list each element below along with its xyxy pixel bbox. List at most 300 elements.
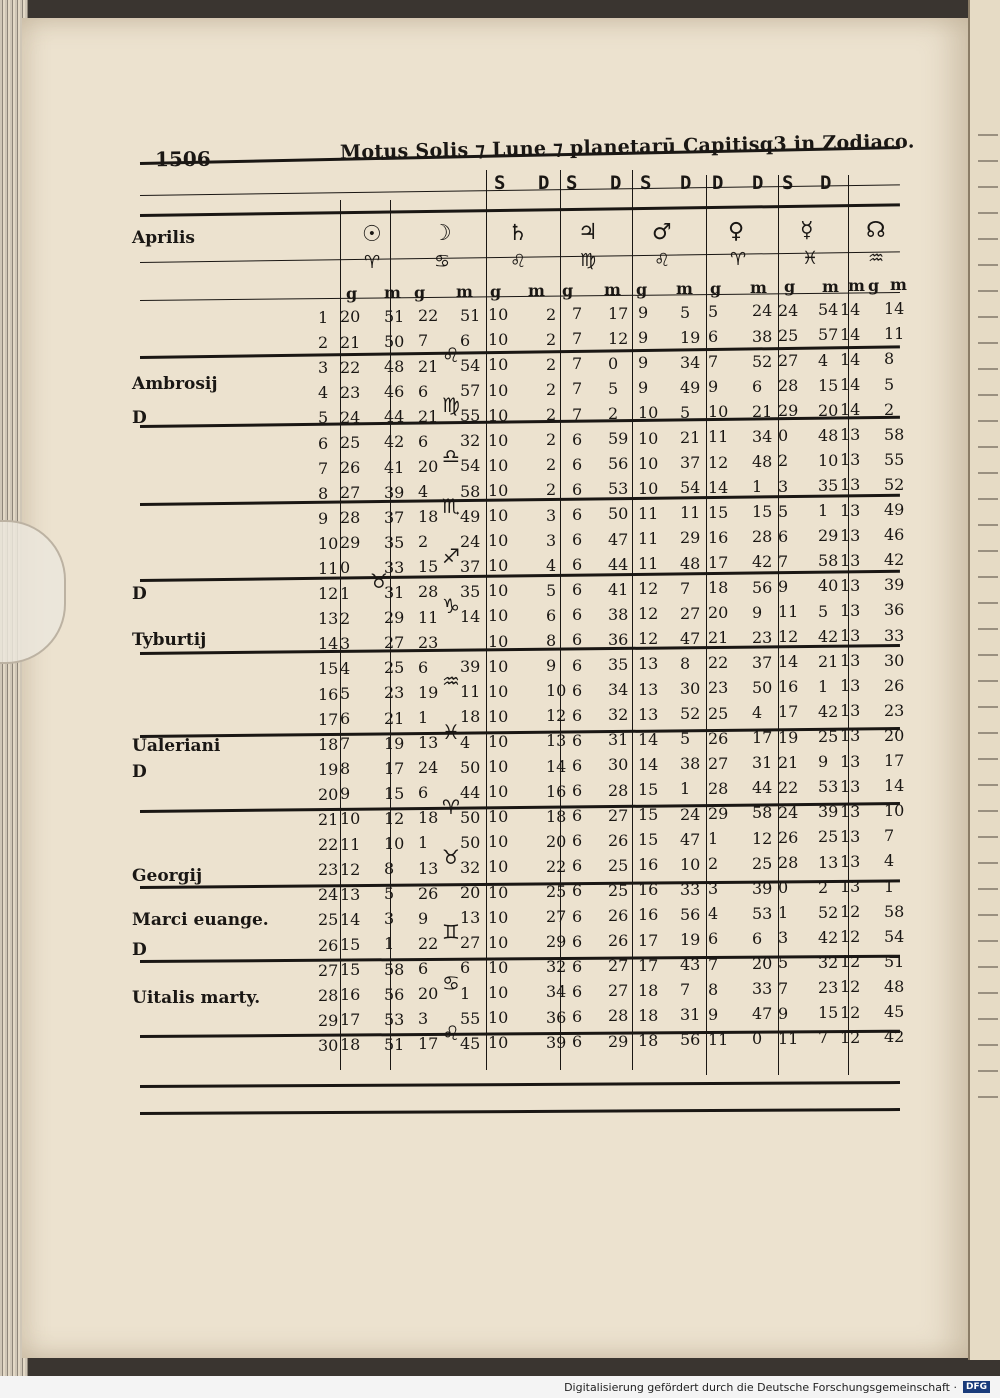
cell: 13 (840, 701, 861, 721)
sd-label: S (494, 172, 506, 194)
unit-label: g (784, 277, 796, 297)
cell: 10 (488, 455, 509, 475)
cell: 28 (318, 985, 339, 1005)
cell: 10 (488, 731, 509, 751)
cell: 12 (840, 927, 861, 947)
cell: 13 (638, 704, 659, 724)
cell: 35 (384, 532, 405, 552)
cell: 11 (340, 834, 361, 854)
cell: 10 (340, 809, 361, 829)
cell: 12 (840, 1027, 861, 1047)
unit-label: m (528, 281, 545, 301)
cell: 25 (752, 853, 773, 873)
cell: 10 (488, 932, 509, 952)
cell: 18 (638, 1030, 659, 1050)
cell: 28 (608, 1006, 629, 1026)
cell: 18 (340, 1035, 361, 1055)
cell: 7 (418, 331, 429, 351)
cell: 50 (460, 807, 481, 827)
cell: 25 (708, 703, 729, 723)
cell: 25 (778, 325, 799, 345)
cell: 6 (418, 657, 429, 677)
cell: 10 (488, 857, 509, 877)
cell: 27 (608, 805, 629, 825)
cell: 50 (608, 504, 629, 524)
cell: 58 (884, 901, 905, 921)
cell: 41 (608, 579, 629, 599)
cell: 10 (488, 1008, 509, 1028)
cell: 22 (340, 357, 361, 377)
cell: 2 (418, 532, 429, 552)
zodiac-sign-icon: ♓ (442, 719, 460, 744)
cell: 13 (840, 450, 861, 470)
cell: 44 (460, 782, 481, 802)
zodiac-sign-icon: ♌ (442, 1020, 460, 1045)
cell: 52 (680, 704, 701, 724)
cell: 14 (460, 607, 481, 626)
unit-label: m (890, 275, 907, 295)
cell: 53 (752, 903, 773, 923)
cell: 10 (638, 428, 659, 448)
zodiac-sign-icon: ♏ (442, 493, 460, 518)
cell: 51 (384, 306, 405, 326)
cell: 22 (546, 856, 567, 876)
cell: 4 (818, 350, 829, 370)
node-icon: ☊ (866, 217, 886, 243)
cell: 5 (708, 301, 719, 321)
cell: 9 (752, 602, 763, 622)
cell: 10 (488, 531, 509, 551)
cell: 31 (752, 753, 773, 773)
cell: 51 (884, 951, 905, 971)
cell: 6 (546, 605, 557, 625)
cell: 54 (818, 300, 839, 320)
cell: 8 (884, 349, 895, 369)
unit-label: g (636, 279, 648, 299)
cell: 56 (384, 984, 405, 1004)
venus-icon: ♀ (728, 219, 745, 244)
cell: 32 (460, 858, 481, 877)
column-rule (632, 170, 633, 1070)
cell: 17 (638, 955, 659, 975)
cell: 11 (680, 503, 701, 523)
cell: 33 (680, 879, 701, 899)
cell: 28 (418, 582, 439, 602)
cell: 4 (884, 851, 895, 871)
cell: 3 (318, 358, 329, 378)
cell: 36 (884, 600, 905, 620)
cell: 33 (884, 625, 905, 645)
cell: 29 (608, 1031, 629, 1051)
sd-label: D (680, 172, 692, 194)
cell: 13 (840, 751, 861, 771)
cell: 22 (418, 933, 439, 953)
cell: 29 (318, 1010, 339, 1030)
cell: 35 (460, 581, 481, 601)
cell: 16 (778, 677, 799, 697)
saint-label: Marci euange. (132, 910, 269, 930)
saint-label: Georgij (132, 866, 203, 886)
cell: 42 (818, 701, 839, 721)
cell: 15 (384, 783, 405, 803)
cell: 23 (752, 627, 773, 647)
cell: 26 (418, 883, 439, 903)
sd-label: D (820, 172, 832, 194)
mercury-icon: ☿ (800, 218, 814, 244)
cell: 27 (680, 603, 701, 623)
cell: 42 (884, 1027, 905, 1047)
cell: 58 (818, 551, 839, 571)
cell: 27 (384, 633, 405, 653)
cell: 9 (818, 752, 829, 772)
cell: 27 (608, 981, 629, 1001)
cell: 13 (546, 731, 567, 751)
cell: 51 (384, 1034, 405, 1054)
cell: 27 (546, 907, 567, 927)
unit-label: m (384, 283, 401, 303)
cell: 32 (818, 952, 839, 972)
cell: 32 (608, 705, 629, 725)
cell: 14 (840, 400, 861, 420)
cell: 47 (752, 1004, 773, 1024)
cell: 13 (840, 801, 861, 821)
unit-label: g (710, 278, 722, 298)
cell: 14 (546, 756, 567, 776)
cell: 15 (818, 1003, 839, 1023)
cell: 29 (680, 528, 701, 548)
cell: 21 (752, 401, 773, 421)
cell: 29 (384, 608, 405, 628)
cell: 59 (608, 429, 629, 449)
cell: 9 (778, 1003, 789, 1023)
cell: 7 (680, 980, 691, 1000)
cell: 5 (340, 683, 351, 703)
cell: 36 (608, 629, 629, 649)
cell: 13 (840, 525, 861, 545)
cell: 54 (460, 456, 481, 476)
cell: 45 (884, 1002, 905, 1021)
zodiac-sign-icon: ♎ (442, 443, 460, 468)
cell: 6 (572, 730, 583, 750)
cell: 49 (884, 500, 905, 519)
cell: 30 (680, 679, 701, 698)
cell: 7 (572, 379, 583, 399)
cell: 1 (818, 676, 829, 696)
cell: 0 (752, 1029, 763, 1049)
cell: 13 (840, 726, 861, 746)
cell: 13 (840, 600, 861, 620)
cell: 20 (418, 984, 439, 1004)
cell: 10 (884, 801, 905, 821)
cell: 2 (708, 854, 719, 874)
cell: 38 (680, 754, 701, 774)
cell: 6 (572, 906, 583, 926)
cell: 3 (546, 505, 557, 525)
cell: 2 (546, 354, 557, 374)
cell: 24 (340, 407, 361, 427)
cell: 38 (608, 604, 629, 624)
cell: 13 (840, 877, 861, 897)
cell: 12 (318, 584, 339, 604)
cell: 0 (778, 426, 789, 446)
cell: 13 (840, 851, 861, 871)
cell: 1 (318, 308, 329, 327)
sd-label: S (782, 172, 794, 194)
cell: 10 (488, 556, 509, 576)
cell: 19 (318, 759, 339, 779)
cell: 11 (318, 559, 339, 578)
cell: 48 (752, 452, 773, 471)
cell: 16 (638, 880, 659, 900)
cell: 11 (638, 554, 659, 574)
cell: 56 (752, 577, 773, 597)
cell: 24 (318, 885, 339, 905)
cell: 14 (884, 776, 905, 796)
cell: 10 (488, 982, 509, 1002)
cell: 58 (884, 424, 905, 444)
zodiac-sign-icon: ♋ (442, 970, 460, 995)
cell: 20 (546, 831, 567, 851)
cell: 43 (680, 955, 701, 975)
cell: 9 (418, 908, 429, 928)
cell: 6 (572, 931, 583, 951)
cell: 26 (608, 931, 629, 951)
cell: 26 (608, 906, 629, 925)
cell: 5 (818, 601, 829, 621)
cell: 12 (608, 328, 629, 348)
cell: 1 (418, 833, 429, 853)
cell: 20 (460, 883, 481, 903)
cell: 10 (818, 450, 839, 470)
cell: 8 (680, 653, 691, 673)
cell: 14 (778, 652, 799, 672)
cell: 58 (460, 481, 481, 501)
cell: 2 (318, 333, 329, 353)
cell: 12 (840, 977, 861, 997)
cell: 7 (680, 578, 691, 598)
cell: 39 (546, 1032, 567, 1052)
cell: 17 (608, 303, 629, 323)
cell: 6 (418, 783, 429, 803)
cell: 2 (546, 430, 557, 450)
cell: 12 (840, 902, 861, 922)
cell: 29 (818, 526, 839, 546)
cell: 40 (818, 576, 839, 596)
cell: 13 (418, 733, 439, 753)
cell: 23 (318, 860, 339, 880)
cell: 18 (638, 1005, 659, 1025)
cell: 16 (638, 905, 659, 925)
cell: 41 (384, 457, 405, 477)
cell: 23 (818, 978, 839, 997)
sd-label: D (610, 172, 622, 194)
cell: 6 (460, 330, 471, 350)
cell: 37 (460, 556, 481, 576)
cell: 52 (884, 474, 905, 494)
cell: 10 (488, 631, 509, 651)
cell: 12 (638, 579, 659, 599)
cell: 18 (460, 707, 481, 727)
cell: 10 (488, 1033, 509, 1053)
cell: 20 (752, 954, 773, 973)
cell: 13 (840, 776, 861, 796)
saint-label: D (132, 762, 147, 782)
cell: 11 (884, 324, 905, 344)
cell: 6 (572, 806, 583, 826)
cell: 39 (752, 878, 773, 898)
cell: 14 (708, 477, 729, 497)
cell: 53 (384, 1009, 405, 1029)
cell: 10 (488, 405, 509, 425)
cell: 15 (318, 659, 339, 679)
cell: 27 (318, 960, 339, 980)
cell: 15 (340, 934, 361, 954)
cell: 54 (460, 356, 481, 375)
cell: 38 (752, 326, 773, 346)
cell: 10 (488, 606, 509, 626)
cell: 50 (752, 677, 773, 697)
cell: 9 (340, 784, 351, 804)
cell: 35 (818, 476, 839, 495)
zodiac-sign-icon: ♒ (442, 669, 460, 694)
cell: 15 (418, 557, 439, 577)
jupiter-icon: ♃ (578, 220, 598, 246)
cell: 39 (384, 482, 405, 502)
cell: 44 (608, 554, 629, 574)
zodiac-sign-icon: ♑ (442, 594, 460, 619)
cell: 6 (572, 1032, 583, 1052)
saint-label: Aprilis (132, 228, 195, 248)
cell: 46 (884, 525, 905, 545)
cell: 17 (418, 1034, 439, 1054)
cell: 31 (384, 583, 405, 602)
cell: 10 (638, 478, 659, 498)
cell: 27 (778, 351, 799, 371)
cell: 13 (638, 679, 659, 699)
cell: 6 (418, 381, 429, 401)
cell: 3 (384, 909, 395, 929)
cell: 12 (840, 952, 861, 972)
zodiac-sign-icon: ♈ (442, 794, 460, 819)
cell: 24 (418, 758, 439, 778)
unit-label: g (414, 282, 426, 302)
zodiac-sign-icon: ♈ (364, 252, 381, 273)
cell: 25 (340, 432, 361, 452)
cell: 2 (778, 451, 789, 471)
cell: 3 (546, 530, 557, 550)
cell: 10 (318, 533, 339, 553)
cell: 25 (608, 855, 629, 875)
cell: 23 (340, 382, 361, 402)
cell: 6 (572, 781, 583, 801)
cell: 6 (572, 856, 583, 876)
cell: 26 (778, 827, 799, 847)
cell: 6 (752, 376, 763, 396)
cell: 5 (680, 302, 691, 322)
cell: 3 (778, 476, 789, 496)
cell: 42 (818, 626, 839, 646)
cell: 26 (318, 935, 339, 955)
cell: 7 (708, 954, 719, 974)
cell: 13 (418, 858, 439, 878)
cell: 13 (460, 908, 481, 928)
cell: 16 (546, 781, 567, 801)
cell: 6 (572, 504, 583, 524)
cell: 6 (572, 956, 583, 976)
zodiac-sign-icon: ♍ (580, 250, 597, 272)
cell: 26 (708, 728, 729, 748)
zodiac-sign-icon: ♌ (442, 343, 460, 368)
cell: 1 (752, 477, 763, 497)
cell: 14 (638, 754, 659, 774)
cell: 24 (778, 802, 799, 822)
cell: 39 (884, 575, 905, 595)
unit-label: m (848, 276, 865, 296)
cell: 13 (840, 475, 861, 495)
cell: 6 (572, 1006, 583, 1026)
cell: 6 (572, 630, 583, 650)
cell: 2 (340, 608, 351, 628)
cell: 17 (384, 758, 405, 778)
cell: 21 (418, 406, 439, 426)
cell: 3 (340, 633, 351, 653)
cell: 11 (638, 503, 659, 523)
cell: 10 (488, 480, 509, 500)
cell: 1 (884, 876, 895, 896)
cell: 48 (818, 425, 839, 445)
unit-label: g (490, 281, 502, 301)
sun-icon: ☉ (362, 222, 382, 247)
cell: 9 (318, 508, 329, 528)
cell: 28 (778, 853, 799, 873)
cell: 7 (778, 551, 789, 571)
cell: 24 (778, 300, 799, 320)
cell: 20 (884, 725, 905, 745)
cell: 17 (638, 930, 659, 950)
cell: 42 (384, 432, 405, 452)
cell: 12 (384, 808, 405, 828)
cell: 6 (572, 429, 583, 449)
cell: 26 (608, 830, 629, 850)
cell: 9 (708, 377, 719, 397)
cell: 29 (340, 533, 361, 553)
cell: 6 (572, 831, 583, 851)
cell: 6 (418, 431, 429, 451)
cell: 55 (460, 406, 481, 426)
cell: 6 (572, 454, 583, 474)
cell: 56 (680, 1030, 701, 1050)
zodiac-sign-icon: ♌ (510, 250, 527, 272)
cell: 58 (384, 959, 405, 979)
saint-label: Ambrosij (132, 374, 218, 394)
cell: 13 (318, 609, 339, 629)
cell: 9 (638, 378, 649, 398)
cell: 10 (488, 656, 509, 676)
cell: 32 (546, 957, 567, 977)
cell: 1 (708, 829, 719, 849)
unit-label: g (868, 275, 880, 295)
cell: 39 (818, 802, 839, 822)
cell: 10 (488, 807, 509, 827)
cell: 15 (818, 375, 839, 395)
cell: 46 (384, 382, 405, 402)
cell: 4 (752, 703, 763, 722)
cell: 10 (488, 506, 509, 526)
cell: 4 (418, 482, 429, 502)
cell: 3 (778, 928, 789, 948)
cell: 11 (778, 602, 799, 622)
cell: 36 (546, 1007, 567, 1027)
